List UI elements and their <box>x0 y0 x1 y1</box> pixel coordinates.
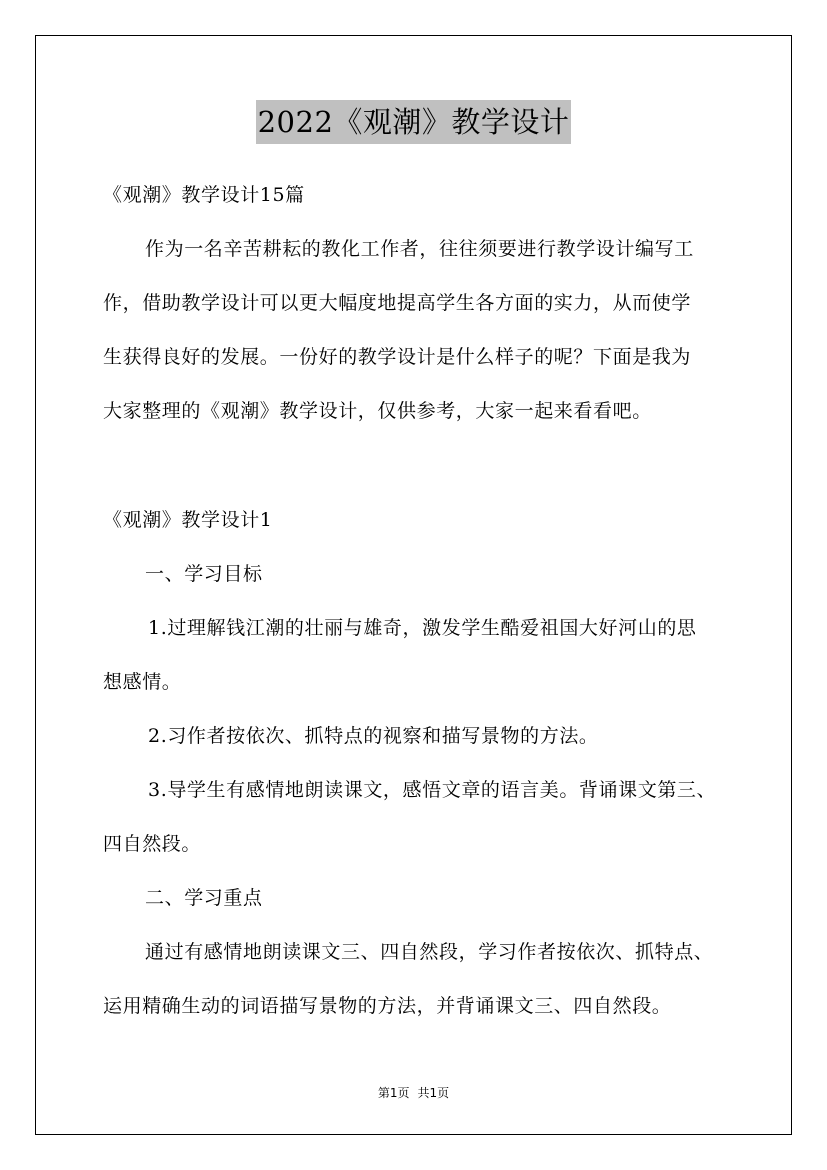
page-number: 第1页 <box>377 1086 410 1100</box>
paragraph-line: 生获得良好的发展。一份好的教学设计是什么样子的呢？下面是我为 <box>103 346 692 368</box>
subsection-heading: 二、学习重点 <box>145 887 263 909</box>
paragraph-line: 运用精确生动的词语描写景物的方法，并背诵课文三、四自然段。 <box>103 995 672 1017</box>
list-item-line: 想感情。 <box>103 671 182 693</box>
paragraph-line: 作为一名辛苦耕耘的教化工作者，往往须要进行教学设计编写工 <box>145 238 694 260</box>
document-title: 2022《观潮》教学设计 <box>256 100 572 144</box>
page-total: 共1页 <box>417 1086 450 1100</box>
paragraph-line: 作，借助教学设计可以更大幅度地提高学生各方面的实力，从而使学 <box>103 292 692 314</box>
document-title-wrap <box>0 100 827 144</box>
subsection-heading: 一、学习目标 <box>145 563 263 585</box>
page-footer <box>0 1085 827 1101</box>
list-item-line: 四自然段。 <box>103 833 202 855</box>
list-item-line: 1.过理解钱江潮的壮丽与雄奇，激发学生酷爱祖国大好河山的思 <box>148 617 697 639</box>
paragraph-line: 大家整理的《观潮》教学设计，仅供参考，大家一起来看看吧。 <box>103 400 652 422</box>
subtitle-line: 《观潮》教学设计15篇 <box>103 184 305 206</box>
section-heading: 《观潮》教学设计1 <box>103 509 273 531</box>
paragraph-line: 通过有感情地朗读课文三、四自然段，学习作者按依次、抓特点、 <box>145 941 714 963</box>
list-item-line: 2.习作者按依次、抓特点的视察和描写景物的方法。 <box>148 725 599 747</box>
list-item-line: 3.导学生有感情地朗读课文，感悟文章的语言美。背诵课文第三、 <box>148 779 717 801</box>
